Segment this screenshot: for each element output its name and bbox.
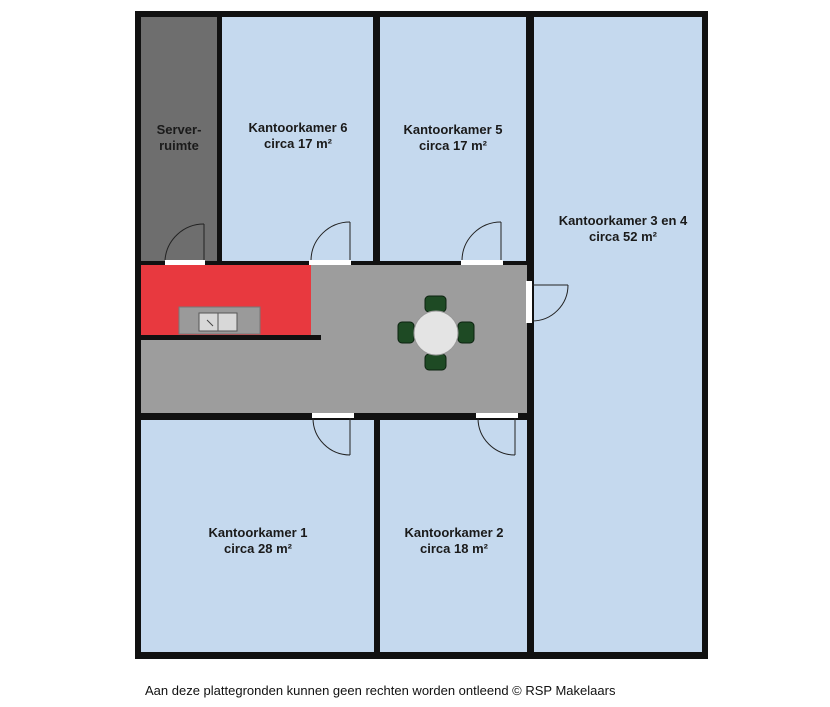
office-6-name: Kantoorkamer 6: [248, 120, 348, 135]
server-room-label: [149, 122, 209, 154]
kitchen-wall: [141, 335, 321, 340]
sink-icon: [179, 307, 260, 334]
office-3-4-area: circa 52 m²: [589, 229, 657, 244]
office-6-label: [230, 120, 366, 152]
disclaimer-text: Aan deze plattegronden kunnen geen rechten worden ontleend © RSP Makelaars: [145, 683, 616, 698]
office-5-label: [385, 122, 521, 154]
office-3-4-room: [534, 17, 702, 652]
server-room-name-line1: Server-: [156, 122, 202, 137]
server-room-name-line2: ruimte: [159, 138, 199, 153]
office-1-label: [190, 525, 326, 557]
office-6-area: circa 17 m²: [264, 136, 332, 151]
office-5-area: circa 17 m²: [419, 138, 487, 153]
office-1-area: circa 28 m²: [224, 541, 292, 556]
office-5-name: Kantoorkamer 5: [403, 122, 503, 137]
office-2-area: circa 18 m²: [420, 541, 488, 556]
office-2-label: [386, 525, 522, 557]
office-3-4-label: [548, 213, 698, 245]
office-3-4-name: Kantoorkamer 3 en 4: [558, 213, 688, 228]
office-2-name: Kantoorkamer 2: [404, 525, 504, 540]
office-1-name: Kantoorkamer 1: [208, 525, 308, 540]
